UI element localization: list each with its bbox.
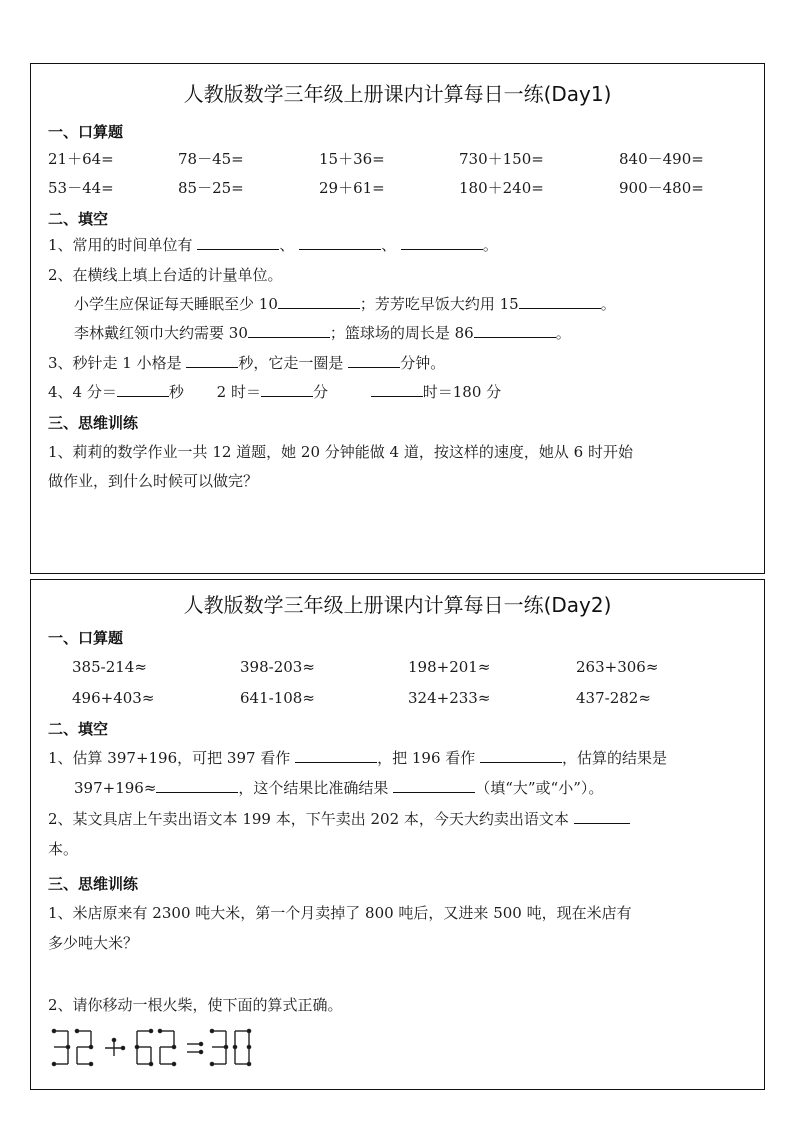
problem: 21＋64= bbox=[48, 150, 114, 168]
problem: 398-203≈ bbox=[240, 658, 315, 676]
separator: 、 bbox=[279, 236, 295, 254]
question-text: 分 bbox=[312, 383, 328, 401]
fill-question-1 bbox=[48, 748, 667, 768]
matchstick-digit-3 bbox=[210, 1029, 227, 1065]
question-text: 李林戴红领巾大约需要 30 bbox=[74, 324, 248, 342]
fill-question-2: 2、在横线上填上台适的计量单位。 bbox=[48, 266, 283, 284]
question-text: （填“大”或“小”）。 bbox=[475, 779, 604, 797]
answer-blank[interactable] bbox=[248, 323, 330, 338]
question-text: 时＝180 分 bbox=[422, 383, 502, 401]
problem: 53－44= bbox=[48, 179, 114, 197]
question-text: ，估算的结果是 bbox=[562, 749, 668, 767]
fill-question-1b bbox=[74, 778, 603, 798]
fill-question-2-line1 bbox=[48, 809, 630, 829]
answer-blank[interactable] bbox=[295, 748, 377, 763]
problem: 15＋36= bbox=[319, 150, 385, 168]
problem: 385-214≈ bbox=[72, 658, 147, 676]
answer-blank[interactable] bbox=[156, 778, 238, 793]
question-text: 397+196≈ bbox=[74, 779, 157, 797]
fill-question-4 bbox=[48, 382, 501, 402]
worksheet-day1 bbox=[30, 63, 765, 574]
thinking-question-1-line1: 1、莉莉的数学作业一共 12 道题，她 20 分钟能做 4 道，按这样的速度，她从 6 时开始 bbox=[48, 443, 633, 461]
fill-question-2a bbox=[74, 294, 616, 314]
answer-blank[interactable] bbox=[574, 809, 630, 824]
answer-blank[interactable] bbox=[261, 382, 313, 397]
fill-question-2-line2: 本。 bbox=[48, 840, 79, 858]
worksheet-day2 bbox=[30, 579, 765, 1090]
problem: 437-282≈ bbox=[576, 689, 651, 707]
answer-blank[interactable] bbox=[186, 353, 238, 368]
answer-blank[interactable] bbox=[401, 235, 483, 250]
matchstick-digit-6 bbox=[135, 1029, 152, 1065]
page-title: 人教版数学三年级上册课内计算每日一练(Day2) bbox=[183, 593, 612, 617]
question-text: ；篮球场的周长是 86 bbox=[329, 324, 474, 342]
fill-question-1 bbox=[48, 235, 498, 255]
period: 。 bbox=[555, 324, 571, 342]
answer-blank[interactable] bbox=[519, 294, 601, 309]
answer-blank[interactable] bbox=[371, 382, 423, 397]
question-text: 2 时＝ bbox=[216, 383, 261, 401]
problem: 78－45= bbox=[178, 150, 244, 168]
answer-blank[interactable] bbox=[474, 323, 556, 338]
section-heading-thinking: 三、思维训练 bbox=[48, 414, 139, 432]
problem: 263+306≈ bbox=[576, 658, 659, 676]
question-text: 1、常用的时间单位有 bbox=[48, 236, 193, 254]
matchstick-plus-sign bbox=[105, 1038, 125, 1056]
problem: 85－25= bbox=[178, 179, 244, 197]
answer-blank[interactable] bbox=[299, 235, 381, 250]
problem: 641-108≈ bbox=[240, 689, 315, 707]
section-heading-fill: 二、填空 bbox=[48, 210, 109, 228]
period: 。 bbox=[600, 295, 616, 313]
problem: 900－480= bbox=[619, 179, 704, 197]
question-text: 秒 bbox=[168, 383, 184, 401]
fill-question-3 bbox=[48, 353, 445, 373]
section-heading-oral: 一、口算题 bbox=[48, 629, 124, 647]
matchstick-equals-sign bbox=[187, 1042, 203, 1053]
problem: 730＋150= bbox=[459, 150, 544, 168]
question-text: ；芳芳吃早饭大约用 15 bbox=[359, 295, 519, 313]
matchstick-digit-2 bbox=[75, 1029, 92, 1065]
problem: 496+403≈ bbox=[72, 689, 155, 707]
answer-blank[interactable] bbox=[393, 778, 475, 793]
question-text: ，把 196 看作 bbox=[377, 749, 476, 767]
question-text: 1、估算 397+196，可把 397 看作 bbox=[48, 749, 291, 767]
problem: 29＋61= bbox=[319, 179, 385, 197]
problem: 198+201≈ bbox=[408, 658, 491, 676]
question-text: 分钟。 bbox=[400, 354, 446, 372]
question-text: 小学生应保证每天睡眠至少 10 bbox=[74, 295, 278, 313]
answer-blank[interactable] bbox=[197, 235, 279, 250]
section-heading-fill: 二、填空 bbox=[48, 720, 109, 738]
section-heading-thinking: 三、思维训练 bbox=[48, 875, 139, 893]
matchstick-digit-3 bbox=[52, 1029, 69, 1065]
answer-blank[interactable] bbox=[117, 382, 169, 397]
problem: 180＋240= bbox=[459, 179, 544, 197]
problem: 324+233≈ bbox=[408, 689, 491, 707]
question-text: ，这个结果比准确结果 bbox=[238, 779, 389, 797]
thinking-question-1-line2: 多少吨大米？ bbox=[48, 934, 139, 952]
question-text: 秒，它走一圈是 bbox=[238, 354, 344, 372]
question-text: 2、某文具店上午卖出语文本 199 本，下午卖出 202 本，今天大约卖出语文本 bbox=[48, 810, 569, 828]
fill-question-2b bbox=[74, 323, 571, 343]
matchstick-digit-0 bbox=[233, 1029, 250, 1065]
thinking-question-1-line2: 做作业，到什么时候可以做完？ bbox=[48, 472, 259, 490]
problem: 840－490= bbox=[619, 150, 704, 168]
section-heading-oral: 一、口算题 bbox=[48, 123, 124, 141]
thinking-question-1-line1: 1、米店原来有 2300 吨大米，第一个月卖掉了 800 吨后，又进来 500 吨，现在米店有 bbox=[48, 904, 632, 922]
answer-blank[interactable] bbox=[348, 353, 400, 368]
answer-blank[interactable] bbox=[278, 294, 360, 309]
matchstick-equation-figure bbox=[51, 1028, 271, 1070]
matchstick-digit-2 bbox=[158, 1029, 175, 1065]
separator: 、 bbox=[381, 236, 397, 254]
page-title: 人教版数学三年级上册课内计算每日一练(Day1) bbox=[183, 82, 612, 106]
thinking-question-2: 2、请你移动一根火柴，使下面的算式正确。 bbox=[48, 996, 343, 1014]
question-text: 4、4 分＝ bbox=[48, 383, 117, 401]
question-text: 3、秒针走 1 小格是 bbox=[48, 354, 182, 372]
answer-blank[interactable] bbox=[480, 748, 562, 763]
period: 。 bbox=[482, 236, 498, 254]
